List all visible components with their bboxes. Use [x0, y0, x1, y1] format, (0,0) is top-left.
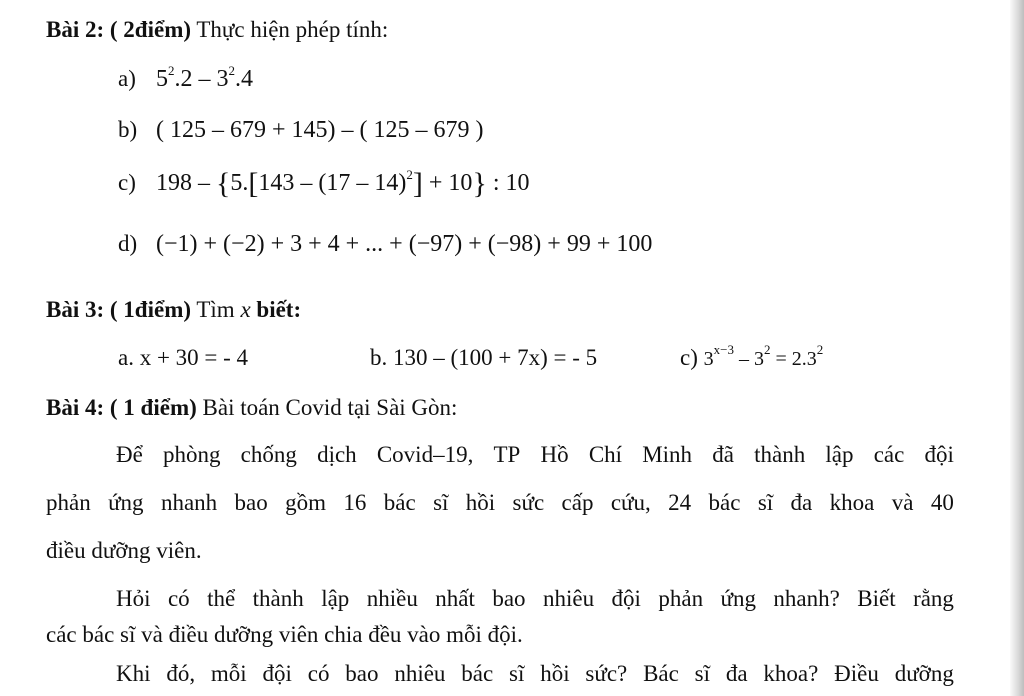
word: sĩ [433, 490, 449, 515]
bai2-item-b [118, 117, 484, 144]
expr-part: 143 – (17 – 14) [258, 170, 407, 196]
bai3-prompt-pre: Tìm [196, 297, 235, 322]
word: 40 [930, 490, 954, 515]
word: sức? [585, 661, 628, 686]
para2-line2: các bác sĩ và điều dưỡng viên chia đều vào mỗi đội. [46, 622, 523, 647]
word: hồi [540, 661, 570, 686]
para1-line1 [116, 442, 954, 468]
word: Biết [857, 586, 896, 611]
para1-line3: điều dưỡng viên. [46, 538, 202, 563]
word: sĩ [757, 490, 774, 515]
bai2-title: Bài 2: ( 2điểm) [46, 17, 192, 42]
word: 24 [668, 490, 692, 515]
word: sĩ [509, 661, 525, 686]
bai2-item-a [118, 63, 253, 93]
expr-d: (−1) + (−2) + 3 + 4 + ... + (−97) + (−98) + 99 + 100 [156, 231, 653, 257]
square-bracket: ] [412, 167, 423, 200]
item-label: d) [118, 231, 138, 256]
expr-c [156, 167, 530, 200]
expr-b: ( 125 – 679 + 145) – ( 125 – 679 ) [156, 117, 484, 143]
exponent: 2 [816, 342, 824, 357]
bai3-title: Bài 3: ( 1điểm) [46, 297, 192, 322]
word: lập [321, 586, 350, 611]
item-label: a) [118, 66, 136, 91]
expr-part: + 10 [422, 170, 473, 196]
justified-line [116, 586, 954, 612]
expr-part: = 2.3 [770, 348, 817, 370]
word: đó, [166, 661, 196, 686]
word: Hỏi [116, 586, 151, 611]
word: Hồ [540, 442, 569, 467]
word: thể [207, 586, 236, 611]
word: sức [512, 490, 545, 515]
word: cấp [561, 490, 594, 515]
bai2-item-c [118, 167, 530, 200]
exponent: 2 [406, 167, 413, 182]
item-label: c) [118, 170, 136, 195]
bai3-heading [46, 297, 301, 323]
bai4-heading [46, 395, 457, 421]
word: Covid–19, [376, 442, 474, 467]
word: sĩ [694, 661, 711, 686]
expr-part: .4 [235, 66, 253, 92]
word: khoa? [763, 661, 819, 686]
para3-line1 [116, 661, 954, 687]
word: có [307, 661, 330, 686]
para2-line1 [116, 586, 954, 612]
word: ứng [720, 586, 756, 611]
expr-part: : 10 [486, 170, 530, 196]
expr-part: 198 – [156, 170, 210, 196]
word: TP [493, 442, 521, 467]
bai3-item-b: b. 130 – (100 + 7x) = - 5 [370, 345, 598, 370]
word: bác [461, 661, 494, 686]
word: có [167, 586, 190, 611]
word: phản [46, 490, 91, 515]
expr-c [703, 342, 824, 370]
curly-brace: } [472, 167, 487, 200]
word: nhiều [366, 586, 418, 611]
justified-line [116, 661, 954, 687]
exponent: 2 [763, 342, 771, 357]
item-label: b) [118, 117, 138, 142]
expr-part: 5 [156, 66, 168, 92]
word: đã [712, 442, 734, 467]
word: nhanh [160, 490, 218, 515]
word: Chí [588, 442, 623, 467]
word: bao [492, 586, 526, 611]
expr-part: .2 – 3 [174, 66, 229, 92]
word: thành [754, 442, 806, 467]
word: Khi [116, 661, 151, 686]
word: lập [825, 442, 854, 467]
word: đội [611, 586, 641, 611]
word: dịch [317, 442, 357, 467]
word: dưỡng [894, 661, 954, 686]
page-edge-shadow [1010, 0, 1024, 696]
word: phản [658, 586, 704, 611]
bai3-prompt-var: x [240, 297, 251, 322]
bai2-item-d [118, 231, 652, 258]
word: nhiêu [542, 586, 595, 611]
word: gồm [285, 490, 327, 515]
word: bao [345, 661, 379, 686]
bai4-title: Bài 4: ( 1 điểm) [46, 395, 197, 420]
word: nhanh? [773, 586, 840, 611]
word: thành [252, 586, 304, 611]
word: Minh [642, 442, 693, 467]
exponent: 2 [168, 63, 175, 78]
bai3-item-c [680, 342, 824, 371]
justified-line [116, 442, 954, 468]
word: và [891, 490, 914, 515]
word: rằng [913, 586, 954, 611]
justified-line [46, 490, 954, 516]
word: Để [116, 442, 143, 467]
word: bao [234, 490, 268, 515]
word: cứu, [610, 490, 651, 515]
word: hồi [465, 490, 496, 515]
word: mỗi [210, 661, 247, 686]
expr-a [156, 63, 253, 92]
word: bác [708, 490, 741, 515]
word: 16 [343, 490, 367, 515]
word: đa [790, 490, 813, 515]
word: nhiêu [394, 661, 446, 686]
curly-brace: { [216, 167, 231, 200]
bai3-item-a: a. x + 30 = - 4 [118, 345, 249, 370]
word: chống [240, 442, 297, 467]
bai3-prompt-post: biết: [256, 297, 302, 322]
word: ứng [108, 490, 144, 515]
expr-part: 3 [703, 348, 714, 370]
word: đội [262, 661, 292, 686]
word: Bác [643, 661, 679, 686]
word: khoa [829, 490, 875, 515]
expr-part: 5. [230, 170, 249, 196]
item-label: c) [680, 345, 698, 370]
word: các [873, 442, 905, 467]
bai4-prompt: Bài toán Covid tại Sài Gòn: [202, 395, 458, 420]
word: bác [383, 490, 416, 515]
word: đa [725, 661, 748, 686]
word: đội [924, 442, 954, 467]
word: phòng [163, 442, 221, 467]
para1-line2 [46, 490, 954, 516]
exponent: x−3 [713, 342, 734, 357]
word: Điều [834, 661, 879, 686]
exponent: 2 [228, 63, 235, 78]
word: nhất [435, 586, 475, 611]
bai2-heading [46, 17, 388, 43]
expr-part: – 3 [733, 348, 764, 370]
bai2-prompt: Thực hiện phép tính: [196, 17, 389, 42]
square-bracket: [ [248, 167, 259, 200]
